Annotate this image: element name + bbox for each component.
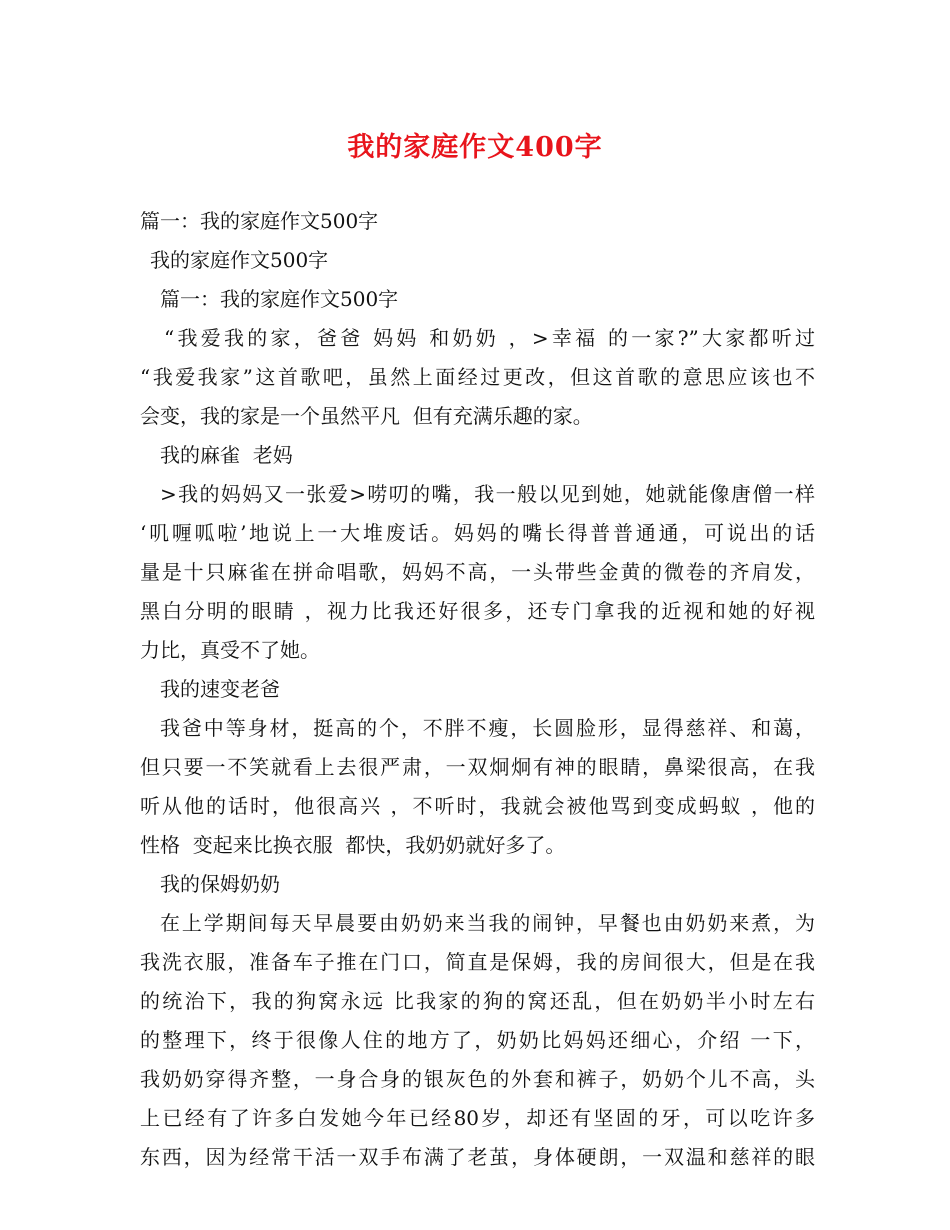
text-line: 我的麻雀 老妈 <box>160 443 293 467</box>
text-line: “我爱我的家，爸爸 妈妈 和奶奶 ，>幸福 的一家?”大家都听过 <box>164 326 815 350</box>
document-title: 我的家庭作文400字 <box>347 132 603 163</box>
text-line: ‘叽喱呱啦’地说上一大堆废话。妈妈的嘴长得普普通通，可说出的话 <box>140 521 815 545</box>
text-line: 上已经有了许多白发她今年已经80岁，却还有坚固的牙，可以吃许多 <box>140 1106 815 1130</box>
text-line: 我洗衣服，准备车子推在门口，简直是保姆，我的房间很大，但是在我 <box>140 950 815 974</box>
text-line: 黑白分明的眼睛 ，视力比我还好很多，还专门拿我的近视和她的好视 <box>140 599 815 623</box>
text-line: >我的妈妈又一张爱>唠叨的嘴，我一般以见到她，她就能像唐僧一样 <box>160 482 815 506</box>
text-line: 篇一：我的家庭作文500字 <box>160 287 399 311</box>
text-line: 篇一：我的家庭作文500字 <box>140 209 379 233</box>
text-line: 力比，真受不了她。 <box>140 638 320 662</box>
text-line: 听从他的话时，他很高兴 ，不听时，我就会被他骂到变成蚂蚁 ，他的 <box>140 794 815 818</box>
text-line: 量是十只麻雀在拼命唱歌，妈妈不高，一头带些金黄的微卷的齐肩发， <box>140 560 815 584</box>
text-line: 我奶奶穿得齐整，一身合身的银灰色的外套和裤子，奶奶个儿不高，头 <box>140 1067 815 1091</box>
text-line: 在上学期间每天早晨要由奶奶来当我的闹钟，早餐也由奶奶来煮，为 <box>160 911 815 935</box>
text-line: 性格 变起来比换衣服 都快，我奶奶就好多了。 <box>140 833 566 857</box>
text-line: 的统治下，我的狗窝永远 比我家的狗的窝还乱，但在奶奶半小时左右 <box>140 989 815 1013</box>
text-line: 的整理下，终于很像人住的地方了，奶奶比妈妈还细心，介绍 一下， <box>140 1028 815 1052</box>
text-line: 我的家庭作文500字 <box>150 248 329 272</box>
text-line: “我爱我家”这首歌吧，虽然上面经过更改，但这首歌的意思应该也不 <box>140 365 815 389</box>
text-line: 我的速变老爸 <box>160 677 280 701</box>
text-line: 会变，我的家是一个虽然平凡 但有充满乐趣的家。 <box>140 404 593 428</box>
text-line: 东西，因为经常干活一双手布满了老茧，身体硬朗，一双温和慈祥的眼 <box>140 1145 815 1169</box>
text-line: 我的保姆奶奶 <box>160 872 280 896</box>
text-line: 但只要一不笑就看上去很严肃，一双炯炯有神的眼睛，鼻梁很高，在我 <box>140 755 815 779</box>
document-body <box>140 202 815 1177</box>
text-line: 我爸中等身材，挺高的个，不胖不瘦，长圆脸形，显得慈祥、和蔼， <box>160 716 815 740</box>
